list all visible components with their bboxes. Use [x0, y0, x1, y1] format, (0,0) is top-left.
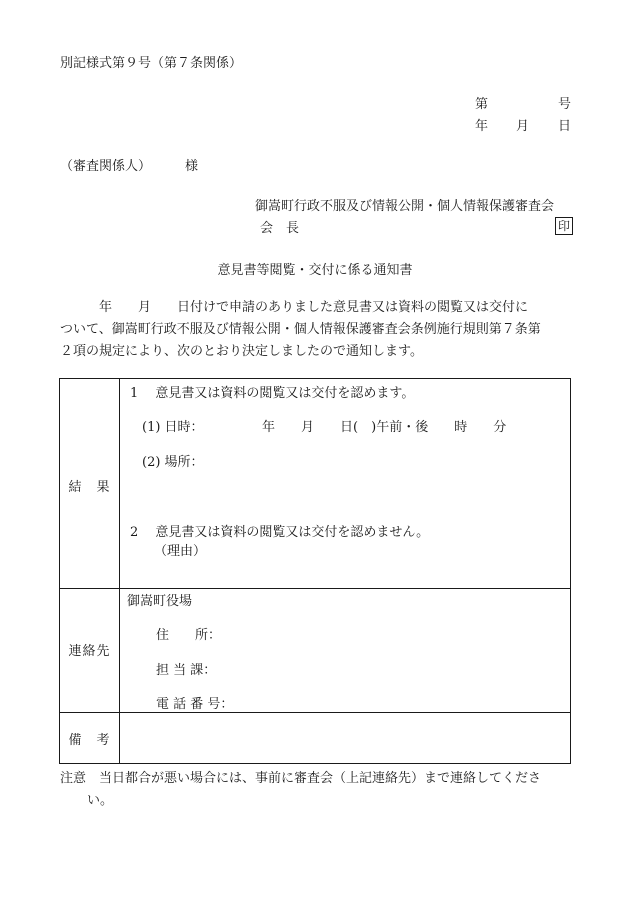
- body-line-1: 年 月 日付けで申請のありました意見書又は資料の閲覧又は交付に: [60, 300, 529, 315]
- result-datetime: (1) 日時： 年 月 日( )午前・後 時 分: [142, 420, 507, 435]
- date-month-label: 月: [516, 119, 530, 134]
- result-item-1: 1 意見書又は資料の閲覧又は交付を認めます。: [130, 386, 415, 401]
- decision-table: [59, 378, 571, 764]
- issuer-council: 御嵩町行政不服及び情報公開・個人情報保護審査会: [255, 199, 555, 214]
- result-item-2: 2 意見書又は資料の閲覧又は交付を認めません。: [130, 525, 430, 540]
- contact-address: 住 所：: [156, 628, 222, 643]
- note-line-2: い。: [87, 793, 114, 808]
- table-row-divider-1: [60, 588, 570, 589]
- addressee-name: （審査関係人）: [60, 159, 152, 174]
- contact-label: 連絡先: [68, 644, 111, 659]
- form-number: 別記様式第９号（第７条関係）: [60, 56, 243, 71]
- table-column-divider: [119, 379, 120, 763]
- result-reason: （理由）: [154, 544, 207, 559]
- contact-office: 御嵩町役場: [127, 594, 193, 609]
- date-year-label: 年: [475, 119, 489, 134]
- document-title: 意見書等閲覧・交付に係る通知書: [217, 263, 413, 278]
- note-line-1: 注意 当日都合が悪い場合には、事前に審査会（上記連絡先）まで連絡してくださ: [60, 771, 542, 786]
- body-paragraph: [60, 297, 574, 363]
- result-place: (2) 場所：: [142, 455, 204, 470]
- result-label: 結 果: [68, 480, 111, 495]
- addressee-honorific: 様: [185, 159, 199, 174]
- table-row-divider-2: [60, 712, 570, 713]
- contact-department: 担 当 課：: [156, 663, 217, 678]
- body-line-3: ２項の規定により、次のとおり決定しましたので通知します。: [60, 344, 423, 359]
- date-day-label: 日: [558, 119, 572, 134]
- document-number-prefix: 第: [475, 97, 489, 112]
- remarks-label: 備 考: [68, 733, 111, 748]
- body-line-2: ついて、御嵩町行政不服及び情報公開・個人情報保護審査会条例施行規則第７条第: [60, 322, 541, 337]
- seal-stamp: 印: [555, 217, 573, 235]
- issuer-title: 会 長: [260, 221, 300, 236]
- document-number-suffix: 号: [558, 97, 572, 112]
- contact-phone: 電 話 番 号：: [156, 697, 234, 712]
